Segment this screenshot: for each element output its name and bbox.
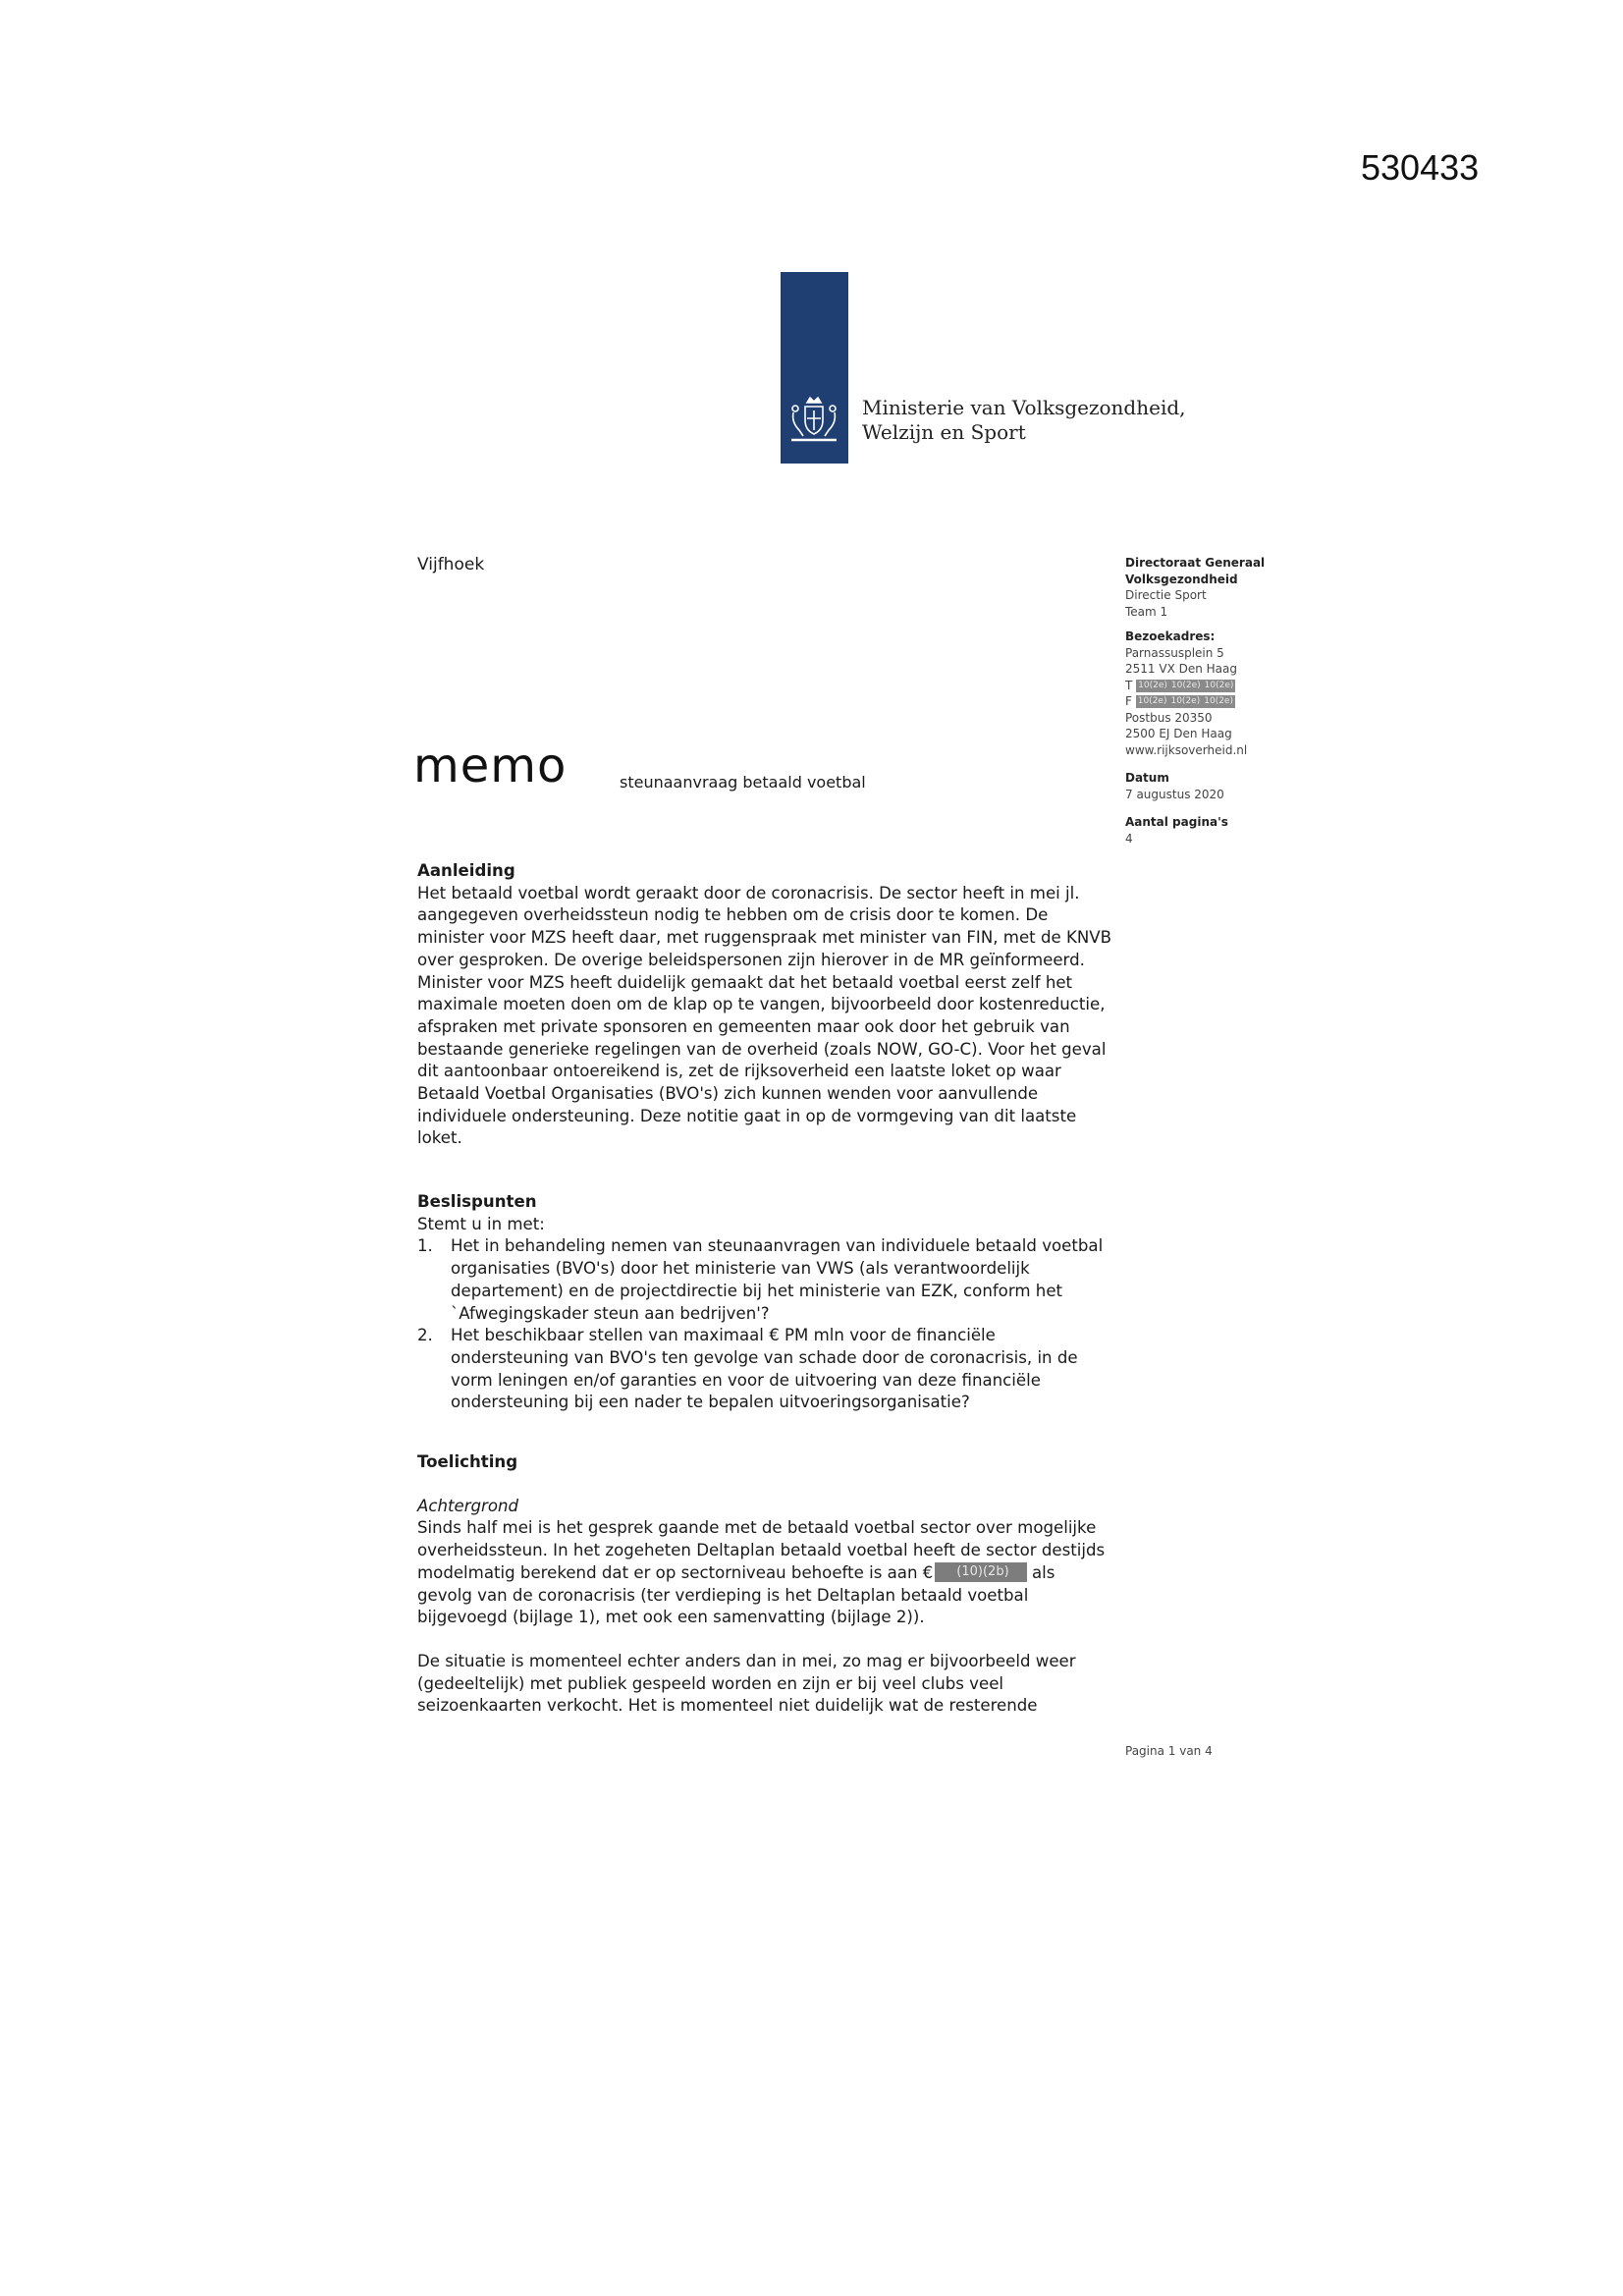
- aanleiding-section: [417, 860, 1112, 1150]
- list-number: 1.: [417, 1236, 433, 1256]
- visit-address-label: Bezoekadres:: [1125, 629, 1216, 643]
- page-footer: Pagina 1 van 4: [1125, 1744, 1213, 1758]
- subheading: Achtergrond: [417, 1496, 519, 1515]
- org-line-4: Team 1: [1125, 604, 1168, 619]
- date-label: Datum: [1125, 771, 1169, 785]
- ministry-line1: Ministerie van Volksgezondheid,: [862, 396, 1186, 419]
- list-item: [417, 1235, 1112, 1325]
- address-line-1: Parnassusplein 5: [1125, 645, 1224, 660]
- decision-list: [417, 1235, 1112, 1414]
- recipient: Vijfhoek: [417, 555, 485, 574]
- postbus-line-1: Postbus 20350: [1125, 710, 1213, 725]
- toelichting-section: [417, 1451, 1112, 1718]
- redaction-box: (10)(2b): [935, 1562, 1026, 1582]
- phone-line: [1125, 678, 1265, 694]
- address-line-2: 2511 VX Den Haag: [1125, 662, 1237, 676]
- paragraph-text: Sinds half mei is het gesprek gaande met de betaald voetbal sector over mogelijke overheidssteun. In het zogeheten Deltaplan betaald voetbal heeft de sector destijds modelmatig berekend dat er op sectorniveau behoefte is aan €: [417, 1518, 1106, 1582]
- org-line-3: Directie Sport: [1125, 588, 1207, 602]
- phone-label: T: [1125, 678, 1133, 692]
- redaction-box: 10(2e): [1137, 696, 1167, 706]
- paragraph: Stemt u in met:: [417, 1214, 545, 1233]
- list-text: Het beschikbaar stellen van maximaal € PM mln voor de financiële ondersteuning van BVO's ten gevolge van schade door de coronacrisis, in de vorm leningen en/of garanties en voor de uitvoering van deze financiële ondersteuning bij een nader te bepalen uitvoeringsorganisatie?: [451, 1326, 1078, 1412]
- redaction-box: 10(2e): [1204, 696, 1233, 706]
- postbus-line-2: 2500 EJ Den Haag: [1125, 727, 1232, 740]
- org-line-1: Directoraat Generaal: [1125, 556, 1266, 570]
- list-text: Het in behandeling nemen van steunaanvragen van individuele betaald voetbal organisaties (BVO's) door het ministerie van VWS (als verantwoordelijk departement) en de projectdirectie bij het ministerie van EZK, conform het `Afwegingskader steun aan bedrijven'?: [451, 1236, 1104, 1323]
- redaction-box: 10(2e): [1138, 680, 1167, 690]
- date-value: 7 augustus 2020: [1125, 787, 1224, 801]
- redaction-box: 10(2e): [1170, 680, 1201, 690]
- paragraph: [417, 1517, 1112, 1629]
- page-count-value: 4: [1125, 831, 1133, 846]
- page-count-label: Aantal pagina's: [1125, 815, 1228, 829]
- org-line-2: Volksgezondheid: [1125, 572, 1238, 586]
- section-heading: Aanleiding: [417, 861, 515, 880]
- fax-line: [1125, 693, 1265, 710]
- memo-subject: steunaanvraag betaald voetbal: [620, 773, 866, 792]
- ministry-line2: Welzijn en Sport: [862, 420, 1026, 444]
- document-number: 530433: [1361, 147, 1480, 188]
- paragraph-text: als gevolg van de coronacrisis (ter verdieping is het Deltaplan betaald voetbal bijgevoegd (bijlage 1), met ook een samenvatting (bijlage 2)).: [417, 1562, 1055, 1627]
- paragraph: Het betaald voetbal wordt geraakt door de coronacrisis. De sector heeft in mei jl. aangegeven overheidssteun nodig te hebben om de crisis door te komen. De minister voor MZS heeft daar, met ruggenspraak met minister van FIN, met de KNVB over gesproken. De overige beleidspersonen zijn hierover in de MR geïnformeerd.: [417, 883, 1111, 969]
- redaction-box: 10(2e): [1170, 696, 1201, 706]
- website: www.rijksoverheid.nl: [1125, 742, 1248, 757]
- list-number: 2.: [417, 1326, 433, 1345]
- paragraph: De situatie is momenteel echter anders dan in mei, zo mag er bijvoorbeeld weer (gedeeltelijk) met publiek gespeeld worden en zijn er bij veel clubs veel seizoenkaarten verkocht. Het is momenteel niet duidelijk wat de resterende: [417, 1651, 1076, 1716]
- section-heading: Toelichting: [417, 1452, 518, 1471]
- paragraph: Minister voor MZS heeft duidelijk gemaakt dat het betaald voetbal eerst zelf het maximale moeten doen om de klap op te vangen, bijvoorbeeld door kostenreductie, afspraken met private sponsoren en gemeenten maar ook door het gebruik van bestaande generieke regelingen van de overheid (zoals NOW, GO-C). Voor het geval dit aantoonbaar ontoereikend is, zet de rijksoverheid een laatste loket op waar Betaald Voetbal Organisaties (BVO's) zich kunnen wenden voor aanvullende individuele ondersteuning. Deze notitie gaat in op de vormgeving van dit laatste loket.: [417, 972, 1107, 1148]
- fax-label: F: [1125, 694, 1132, 708]
- list-item: [417, 1325, 1112, 1414]
- royal-crest-icon: [785, 391, 842, 448]
- redaction-box: 10(2e): [1204, 680, 1234, 690]
- memo-title: memo: [413, 738, 568, 793]
- sender-block: [1125, 555, 1265, 847]
- ministry-name: [862, 396, 1186, 445]
- section-heading: Beslispunten: [417, 1192, 537, 1211]
- beslispunten-section: [417, 1191, 1112, 1414]
